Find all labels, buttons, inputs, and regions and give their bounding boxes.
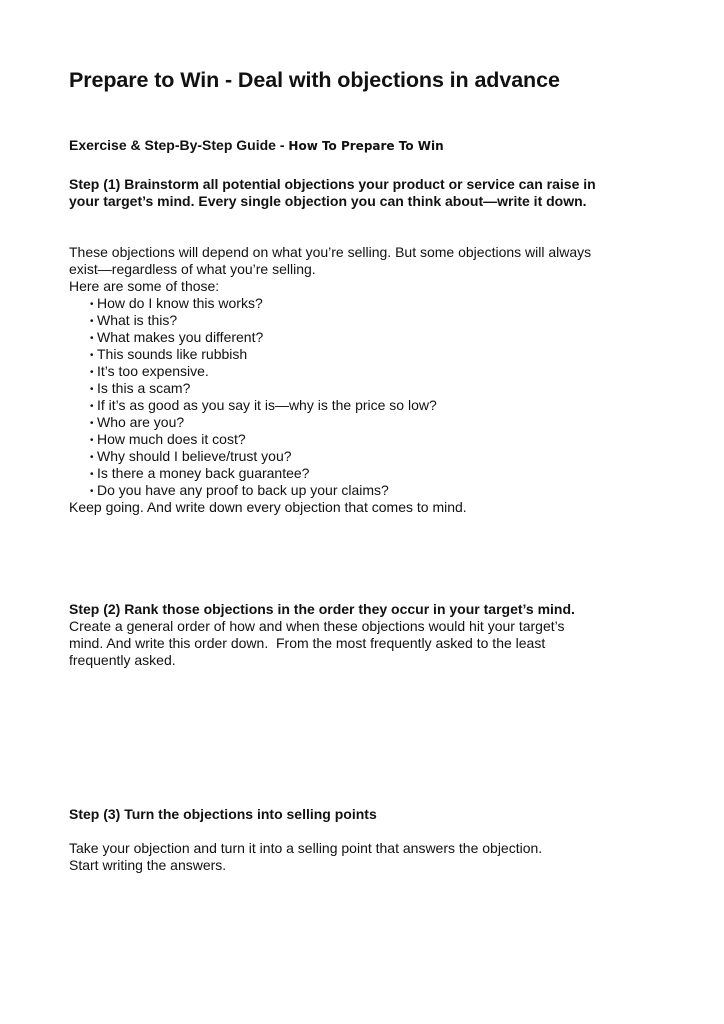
- step1-intro: [69, 244, 629, 295]
- list-item: • What is this?: [90, 312, 178, 328]
- step2-body: Create a general order of how and when these objections would hit your target’s mind. And write this order down. From the most frequently asked to the least frequently asked.: [69, 618, 565, 668]
- step1-intro-text: These objections will depend on what you’re selling. But some objections will always exist—regardless of what you’re selling.: [69, 244, 592, 277]
- list-item: • This sounds like rubbish: [90, 346, 248, 362]
- step1-intro-lead: Here are some of those:: [69, 278, 220, 294]
- step3-heading: Step (3) Turn the objections into selling points: [69, 806, 377, 822]
- list-item: • Is there a money back guarantee?: [90, 465, 310, 481]
- list-item: • What makes you different?: [90, 329, 264, 345]
- bullet-icon: •: [90, 435, 94, 446]
- bullet-icon: •: [90, 299, 94, 310]
- guide-subtitle: [69, 137, 444, 153]
- list-item: • Is this a scam?: [90, 380, 191, 396]
- list-item: • Why should I believe/trust you?: [90, 448, 292, 464]
- subtitle-main: Exercise & Step-By-Step Guide -: [69, 137, 289, 153]
- bullet-icon: •: [90, 350, 94, 361]
- list-item: • How much does it cost?: [90, 431, 246, 447]
- list-item: • How do I know this works?: [90, 295, 263, 311]
- list-item: • If it’s as good as you say it is—why is the price so low?: [90, 397, 437, 413]
- step1-closing: Keep going. And write down every objection that comes to mind.: [69, 499, 467, 515]
- step1-heading: Step (1) Brainstorm all potential objections your product or service can raise in your target’s mind. Every single objection you can think about—write it down.: [69, 176, 596, 209]
- list-item: • Who are you?: [90, 414, 185, 430]
- bullet-icon: •: [90, 469, 94, 480]
- bullet-icon: •: [90, 367, 94, 378]
- step2-heading: Step (2) Rank those objections in the order they occur in your target’s mind.: [69, 601, 575, 617]
- bullet-icon: •: [90, 333, 94, 344]
- list-item: • It’s too expensive.: [90, 363, 209, 379]
- bullet-icon: •: [90, 418, 94, 429]
- bullet-icon: •: [90, 401, 94, 412]
- bullet-icon: •: [90, 384, 94, 395]
- objection-list: [89, 295, 437, 499]
- bullet-icon: •: [90, 486, 94, 497]
- page-title: Prepare to Win - Deal with objections in advance: [69, 68, 560, 92]
- bullet-icon: •: [90, 452, 94, 463]
- step3-body: Take your objection and turn it into a selling point that answers the objection. Start writing the answers.: [69, 840, 543, 873]
- bullet-icon: •: [90, 316, 94, 327]
- subtitle-small: How To Prepare To Win: [288, 139, 444, 153]
- list-item: • Do you have any proof to back up your claims?: [90, 482, 389, 498]
